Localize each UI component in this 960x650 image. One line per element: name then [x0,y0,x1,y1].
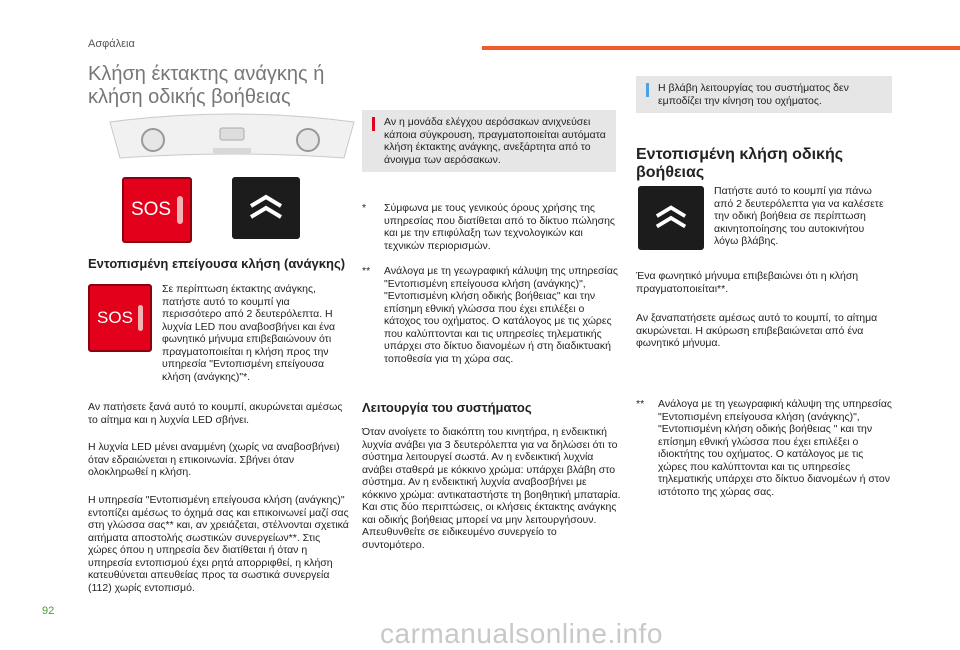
roadside-button-illustration [638,186,704,250]
warning-marker [372,117,375,131]
footnote-1-text: Σύμφωνα με τους γενικούς όρους χρήσης της υπηρεσίας που διατίθεται από το δίκτυο πώλησης και με την επιφύλαξη των τεχνολογικών και τεχνικών περιορισμών. [384,202,615,252]
roadside-cancel-paragraph: Αν ξαναπατήσετε αμέσως αυτό το κουμπί, το αίτημα ακυρώνεται. Η ακύρωση επιβεβαιώνεται από ένα φωνητικό μήνυμα. [636,312,878,349]
sos-label-small: SOS [97,308,133,327]
sos-button-small [88,284,152,352]
page-title: Κλήση έκτακτης ανάγκης ή κλήση οδικής βοήθειας [88,63,325,108]
watermark: carmanualsonline.info [380,618,663,649]
footnote-1: * Σύμφωνα με τους γενικούς όρους χρήσης της υπηρεσίας που διατίθεται από το δίκτυο πώλησης και με την επιφύλαξη των τεχνολογικών και τεχνικών περιορισμών. [362,202,620,252]
info-box [636,76,892,113]
sos-button-illustration [122,177,192,243]
chevrons-icon [248,193,284,223]
info-text: Η βλάβη λειτουργίας του συστήματος δεν εμποδίζει την κίνηση του οχήματος. [658,82,849,107]
footnote-3-text: Ανάλογα με τη γεωγραφική κάλυψη της υπηρεσίας "Εντοπισμένη επείγουσα κλήση (ανάγκης)", "Εντοπισμένη κλήση οδικής βοήθειας " και την επίσημη εθνική γλώσσα που έχει επιλέξει ο ιδιοκτήτης του οχήματος. Ο κατάλογος με τις χώρες που καλύπτονται και τις υπηρεσίες τηλεματικής υπάρχει στο δίκτυο διανομέων ή στον ιστότοπο της χώρας σας. [658,398,892,498]
roadside-call-heading: Εντοπισμένη κλήση οδικής βοήθειας [636,146,844,181]
emergency-call-heading: Εντοπισμένη επείγουσα κλήση (ανάγκης) [88,256,346,271]
system-operation-heading: Λειτουργία του συστήματος [362,400,532,415]
chevrons-icon-small [654,203,688,233]
roadside-intro: Πατήστε αυτό το κουμπί για πάνω από 2 δευτερόλεπτα για να καλέσετε την οδική βοήθεια σε περίπτωση ακινητοποίησης του αυτοκινήτου λόγω βλάβης. [714,185,884,247]
footnote-3: ** Ανάλογα με τη γεωγραφική κάλυψη της υπηρεσίας "Εντοπισμένη επείγουσα κλήση (ανάγκης)", "Εντοπισμένη κλήση οδικής βοήθειας " και την επίσημη εθνική γλώσσα που έχει επιλέξει ο ιδιοκτήτης του οχήματος. Ο κατάλογος με τις χώρες που καλύπτονται και τις υπηρεσίες τηλεματικής υπάρχει στο δίκτυο διανομέων ή στον ιστότοπο της χώρας σας. [636,398,892,498]
page-number: 92 [42,605,55,617]
emergency-service-paragraph: Η υπηρεσία "Εντοπισμένη επείγουσα κλήση (ανάγκης)" εντοπίζει αμέσως το όχημά σας και επικοινωνεί μαζί σας στη γλώσσα σας** και, αν χρειάζεται, στέλνονται σχετικά αιτήματα αποστολής σωστικών συνεργείων**. Στις χώρες όπου η υπηρεσία δεν διατίθεται ή όταν η υπηρεσία εντοπισμού έχει ρητά απορριφθεί, η κλήση κατευθύνεται απευθείας προς τα σωστικά συνεργεία (112) χωρίς εντοπισμό. [88,494,349,594]
footnote-2-text: Ανάλογα με τη γεωγραφική κάλυψη της υπηρεσίας "Εντοπισμένη επείγουσα κλήση (ανάγκης)", "Εντοπισμένη κλήση οδικής βοήθειας" και την επίσημη εθνική γλώσσα που έχει επιλέξει ο κάτοχος του οχήματος. Ο κατάλογος με τις χώρες που καλύπτονται και τις υπηρεσίες τηλεματικής υπάρχει στο δίκτυο διανομέων ή στη διαδικτυακή τοποθεσία για τη χώρα σας. [384,265,618,365]
emergency-cancel-paragraph: Αν πατήσετε ξανά αυτό το κουμπί, ακυρώνεται αμέσως το αίτημα και η λυχνία LED σβήνει. [88,401,343,426]
emergency-led-paragraph: Η λυχνία LED μένει αναμμένη (χωρίς να αναβοσβήνει) όταν εδραιώνεται η επικοινωνία. Σβήνει όταν ολοκληρωθεί η κλήση. [88,441,340,478]
airbag-warning-box [362,110,616,172]
citroen-chevron-button-illustration [232,177,300,239]
section-label: Ασφάλεια [88,38,135,50]
roadside-confirm-paragraph: Ένα φωνητικό μήνυμα επιβεβαιώνει ότι η κλήση πραγματοποιείται**. [636,270,859,295]
system-operation-text: Όταν ανοίγετε το διακόπτη του κινητήρα, η ενδεικτική λυχνία ανάβει για 3 δευτερόλεπτα για να δηλώσει ότι το σύστημα λειτουργεί σωστά. Αν η ενδεικτική λυχνία ανάβει σταθερά με κόκκινο χρώμα: υπάρχει βλάβη στο σύστημα. Αν η ενδεικτική λυχνία αναβοσβήνει με κόκκινο χρώμα: αντικαταστήστε τη βοηθητική μπαταρία. Και στις δύο περιπτώσεις, οι κλήσεις έκτακτης ανάγκης και οδικής βοήθειας μπορεί να μην λειτουργήσουν. Απευθυνθείτε σε ειδικευμένο συνεργείο το συντομότερο. [362,426,621,551]
info-marker [646,83,649,97]
header-accent-line [482,46,960,50]
airbag-warning-text: Αν η μονάδα ελέγχου αερόσακων ανιχνεύσει κάποια σύγκρουση, πραγματοποιείται αυτόματα κλήση έκτακτης ανάγκης, ανεξάρτητα από το άνοιγμα των αερόσακων. [384,116,606,166]
sos-label: SOS [130,199,172,220]
footnote-2: ** Ανάλογα με τη γεωγραφική κάλυψη της υπηρεσίας "Εντοπισμένη επείγουσα κλήση (ανάγκης)", "Εντοπισμένη κλήση οδικής βοήθειας" και την επίσημη εθνική γλώσσα που έχει επιλέξει ο κάτοχος του οχήματος. Ο κατάλογος με τις χώρες που καλύπτονται και τις υπηρεσίες τηλεματικής υπάρχει στο δίκτυο διανομέων ή στη διαδικτυακή τοποθεσία για τη χώρα σας. [362,265,618,365]
ceiling-console-illustration [108,112,356,164]
emergency-intro: Σε περίπτωση έκτακτης ανάγκης, πατήστε αυτό το κουμπί για περισσότερο από 2 δευτερόλεπτα. Η λυχνία LED που αναβοσβήνει και ένα φωνητικό μήνυμα επιβεβαιώνουν ότι πραγματοποιείται η κλήση προς την υπηρεσία "Εντοπισμένη επείγουσα κλήση (ανάγκης)"*. [162,283,336,383]
